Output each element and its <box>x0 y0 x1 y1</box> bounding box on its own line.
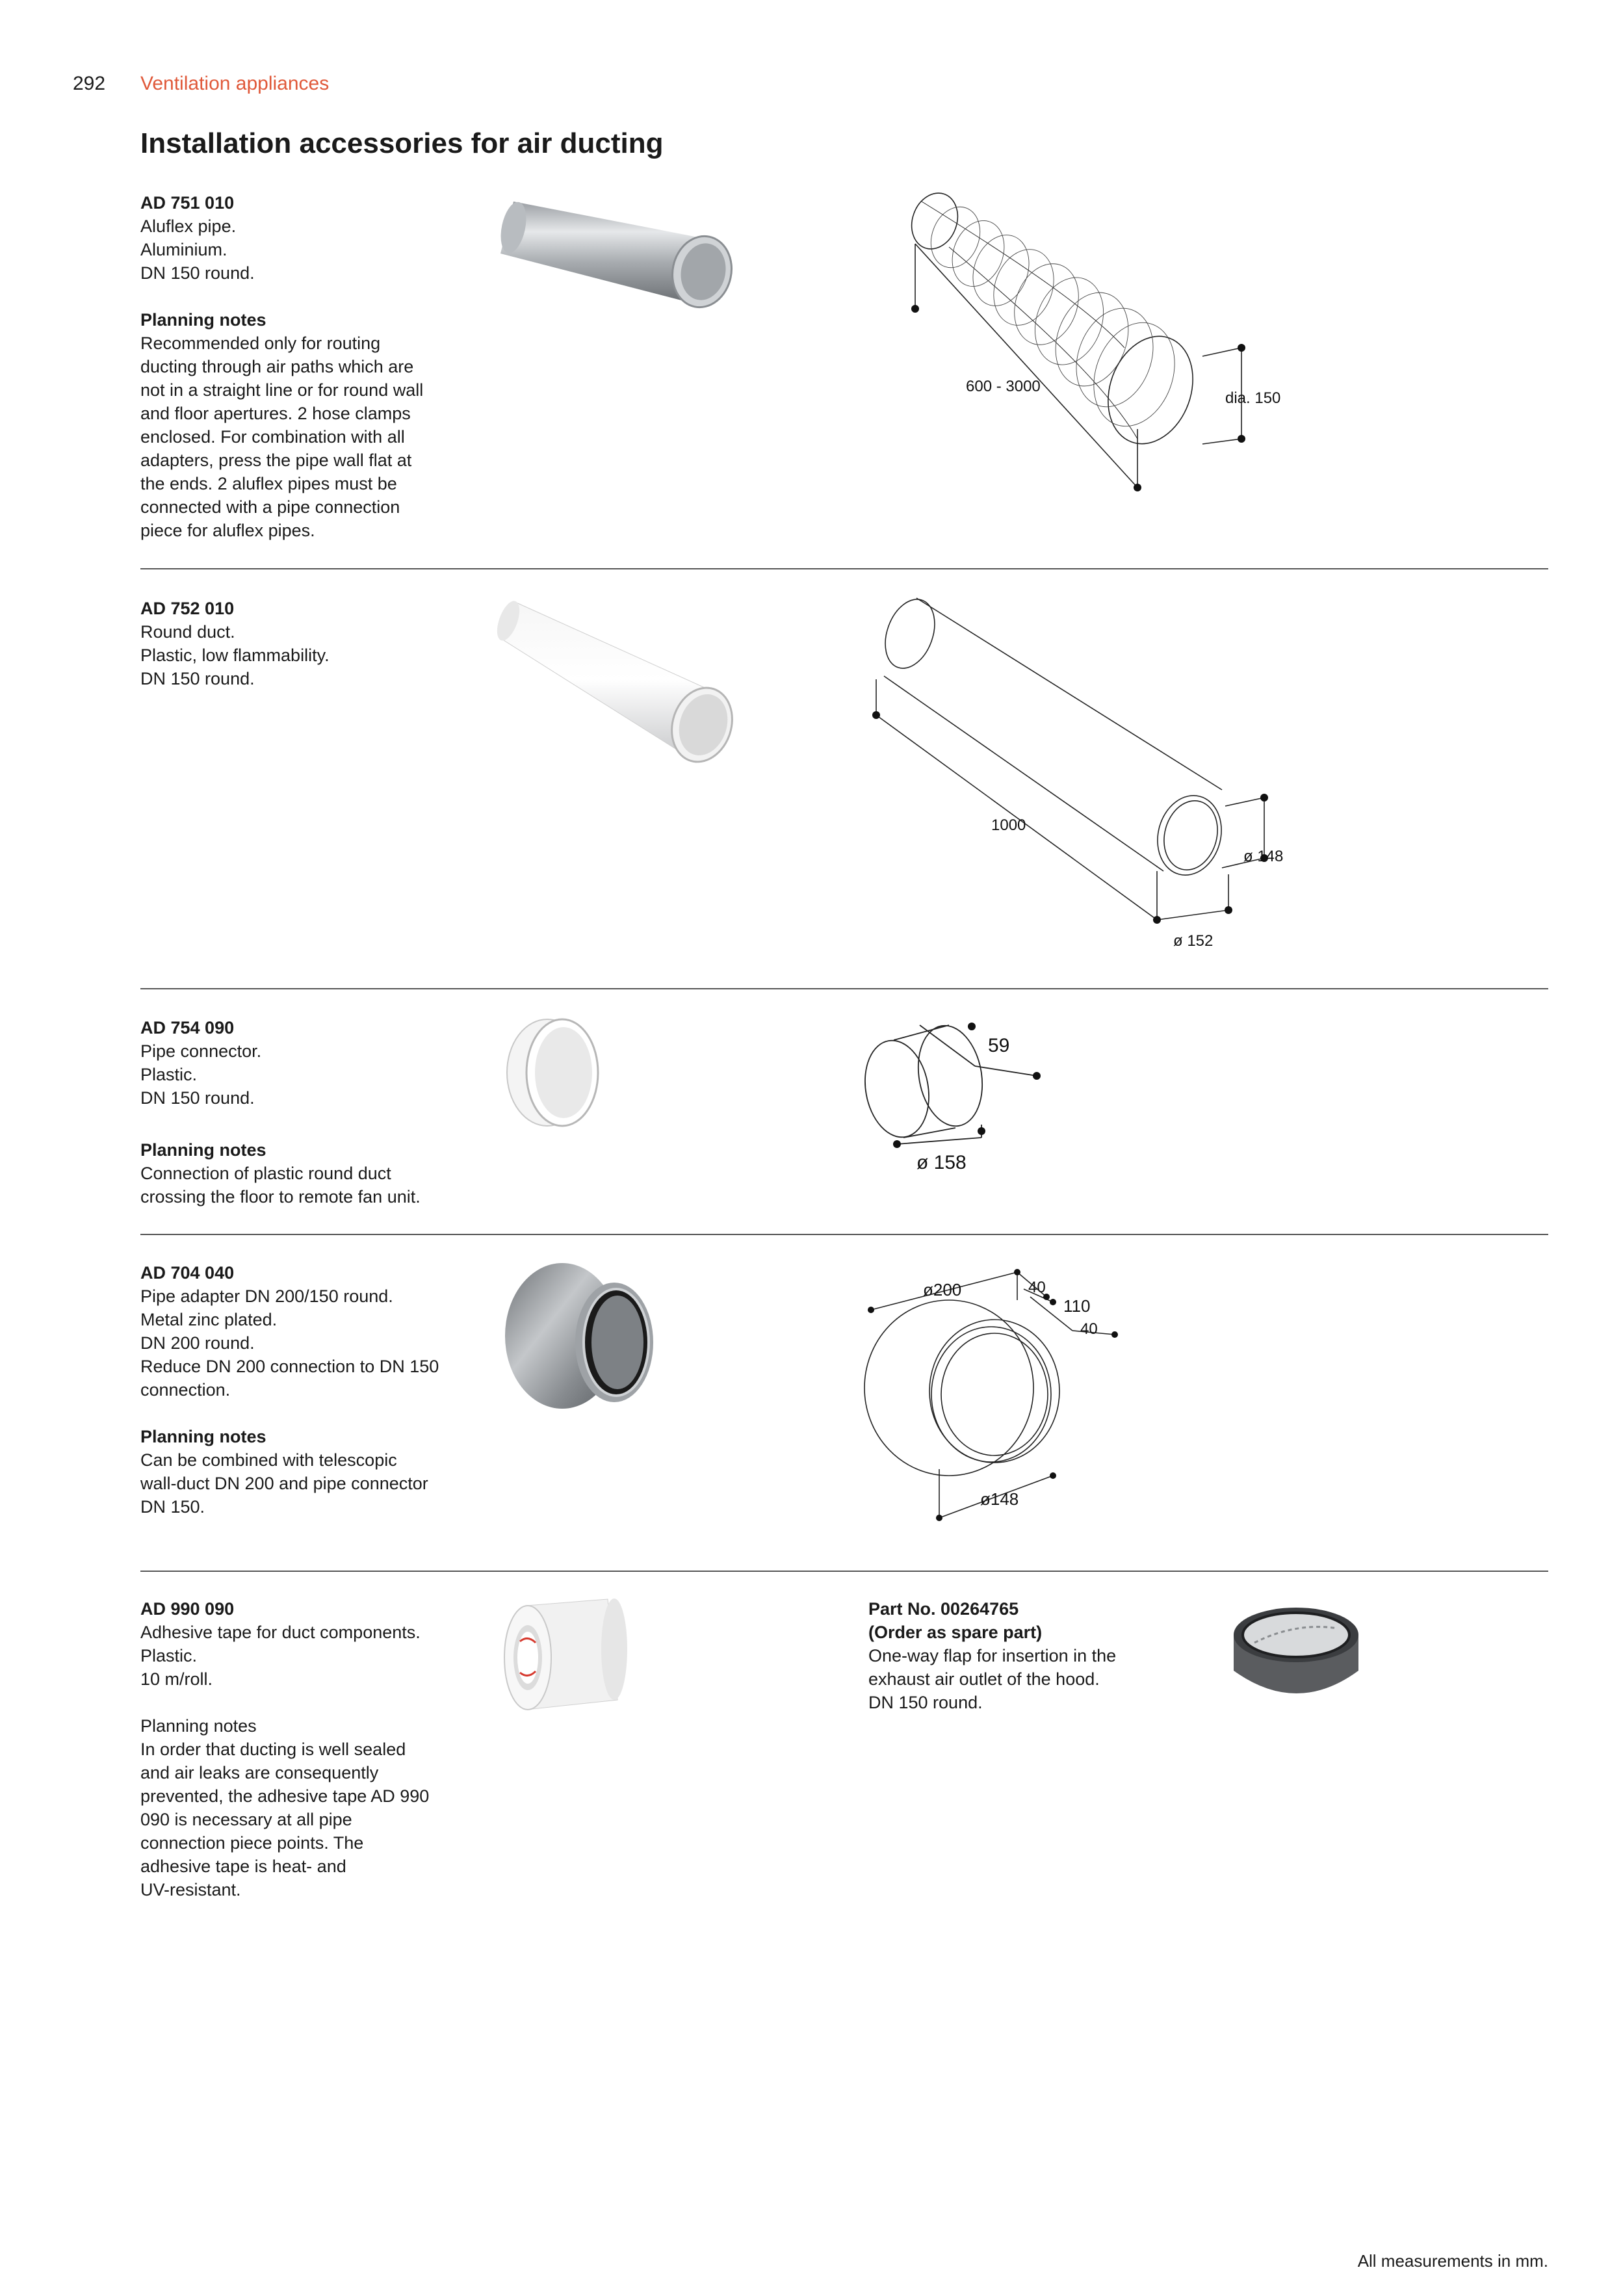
divider <box>140 568 1548 569</box>
note-line: Connection of plastic round duct <box>140 1164 391 1183</box>
item-code: AD 990 090 <box>140 1599 235 1619</box>
item-line: Pipe adapter DN 200/150 round. <box>140 1286 393 1306</box>
item-line: DN 150 round. <box>140 263 255 283</box>
dim-inner-diameter: ø148 <box>980 1489 1019 1509</box>
item-line: Round duct. <box>140 622 235 642</box>
item-line: Pipe connector. <box>140 1041 262 1061</box>
note-line: enclosed. For combination with all <box>140 427 405 447</box>
page-number: 292 <box>73 73 106 94</box>
note-line: not in a straight line or for round wall <box>140 380 424 400</box>
dim-outer-diameter: ø 152 <box>1173 932 1214 950</box>
item-line: DN 150 round. <box>140 669 255 688</box>
dim-depth-a: 40 <box>1028 1279 1046 1296</box>
item-line: exhaust air outlet of the hood. <box>868 1669 1100 1689</box>
item-line: Aluflex pipe. <box>140 216 237 236</box>
item-line: Metal zinc plated. <box>140 1310 278 1329</box>
planning-notes-title: Planning notes <box>140 1140 266 1160</box>
planning-notes-title: Planning notes <box>140 1427 266 1446</box>
item-pipe-adapter-description <box>140 1261 465 1519</box>
item-line: One-way flap for insertion in the <box>868 1646 1117 1665</box>
item-code: Part No. 00264765 <box>868 1599 1019 1619</box>
item-code: AD 751 010 <box>140 193 235 213</box>
pipe-connector-photo <box>500 1014 611 1131</box>
note-line: In order that ducting is well sealed <box>140 1740 406 1759</box>
note-line: and floor apertures. 2 hose clamps <box>140 404 411 423</box>
round-duct-photo <box>500 595 747 764</box>
item-line: DN 150 round. <box>868 1693 983 1712</box>
note-line: connection piece points. The <box>140 1833 364 1853</box>
note-line: piece for aluflex pipes. <box>140 521 315 540</box>
note-line: ducting through air paths which are <box>140 357 414 376</box>
item-adhesive-tape-description <box>140 1597 465 1901</box>
pipe-connector-drawing <box>858 1011 1053 1180</box>
item-code: AD 704 040 <box>140 1263 235 1283</box>
note-line: DN 150. <box>140 1497 205 1517</box>
dim-diameter: dia. 150 <box>1225 389 1281 407</box>
item-code: AD 754 090 <box>140 1018 235 1037</box>
dim-total-depth: 110 <box>1063 1296 1091 1316</box>
planning-notes-title: Planning notes <box>140 1716 257 1736</box>
dim-length: 1000 <box>991 816 1026 834</box>
round-duct-drawing <box>858 595 1300 959</box>
item-line: Aluminium. <box>140 240 227 259</box>
note-line: connected with a pipe connection <box>140 497 400 517</box>
section-label: Ventilation appliances <box>140 73 330 94</box>
page-title: Installation accessories for air ducting <box>140 127 664 159</box>
item-line: connection. <box>140 1380 231 1400</box>
item-one-way-flap-description <box>868 1597 1193 1714</box>
divider <box>140 988 1548 989</box>
dim-depth: 59 <box>988 1035 1010 1056</box>
adhesive-tape-photo <box>500 1596 643 1713</box>
dim-outer-diameter: ø200 <box>923 1280 962 1299</box>
item-line: DN 150 round. <box>140 1088 255 1108</box>
item-line: Plastic. <box>140 1065 198 1084</box>
note-line: prevented, the adhesive tape AD 990 <box>140 1786 430 1806</box>
item-pipe-connector-description <box>140 1016 465 1208</box>
item-line: 10 m/roll. <box>140 1669 213 1689</box>
divider <box>140 1234 1548 1235</box>
item-code: AD 752 010 <box>140 599 235 618</box>
dim-inner-diameter: ø 148 <box>1243 848 1284 865</box>
note-line: crossing the floor to remote fan unit. <box>140 1187 421 1207</box>
note-line: adapters, press the pipe wall flat at <box>140 450 412 470</box>
planning-notes-title: Planning notes <box>140 310 266 330</box>
pipe-adapter-drawing <box>858 1258 1131 1531</box>
note-line: Can be combined with telescopic <box>140 1450 397 1470</box>
one-way-flap-photo <box>1228 1602 1365 1713</box>
dim-depth-b: 40 <box>1080 1320 1098 1338</box>
note-line: UV-resistant. <box>140 1880 241 1899</box>
item-line: Adhesive tape for duct components. <box>140 1623 421 1642</box>
aluflex-pipe-drawing <box>897 189 1287 501</box>
dim-diameter: ø 158 <box>916 1152 967 1173</box>
item-aluflex-description <box>140 191 465 542</box>
item-line: Plastic, low flammability. <box>140 646 330 665</box>
divider <box>140 1571 1548 1572</box>
note-line: wall-duct DN 200 and pipe connector <box>140 1474 428 1493</box>
item-line: DN 200 round. <box>140 1333 255 1353</box>
note-line: Recommended only for routing <box>140 333 381 353</box>
pipe-adapter-photo <box>500 1258 676 1414</box>
note-line: adhesive tape is heat- and <box>140 1857 346 1876</box>
aluflex-pipe-photo <box>494 189 754 306</box>
item-round-duct-description <box>140 597 465 690</box>
note-line: 090 is necessary at all pipe <box>140 1810 352 1829</box>
note-line: the ends. 2 aluflex pipes must be <box>140 474 397 493</box>
item-line: Plastic. <box>140 1646 198 1665</box>
item-line: Reduce DN 200 connection to DN 150 <box>140 1357 439 1376</box>
note-line: and air leaks are consequently <box>140 1763 379 1782</box>
item-subcode: (Order as spare part) <box>868 1623 1043 1642</box>
dim-length: 600 - 3000 <box>966 378 1041 395</box>
footer-note: All measurements in mm. <box>1357 2251 1548 2271</box>
